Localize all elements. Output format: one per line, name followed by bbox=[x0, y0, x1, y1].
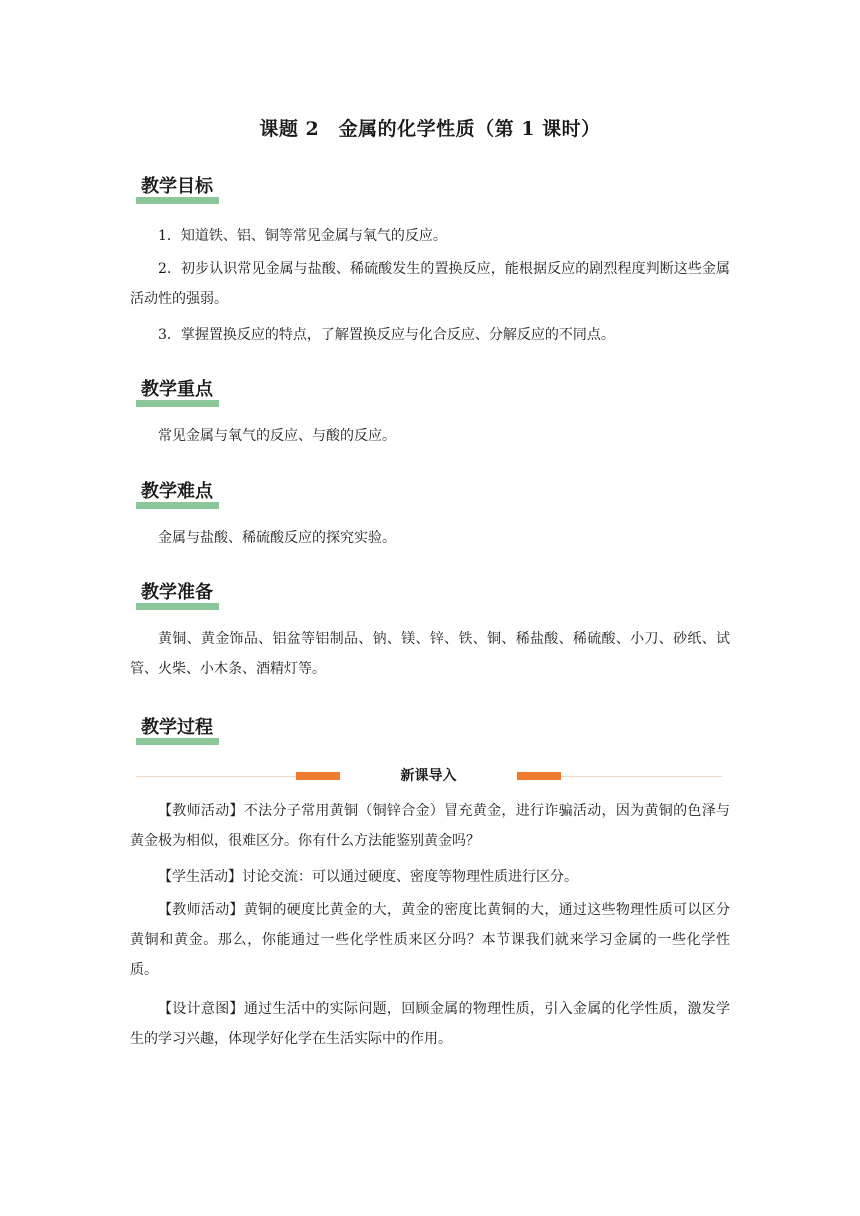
difficulties-text: 金属与盐酸、稀硫酸反应的探究实验。 bbox=[158, 530, 396, 546]
heading-underline-bar bbox=[136, 197, 219, 204]
divider-block-right bbox=[517, 772, 561, 780]
paragraph-tag: 【设计意图】 bbox=[158, 1001, 244, 1017]
process-paragraph-3 bbox=[130, 895, 730, 985]
divider-line-right bbox=[561, 776, 722, 777]
preparation-text: 黄铜、黄金饰品、铝盆等铝制品、钠、镁、锌、铁、铜、稀盐酸、稀硫酸、小刀、砂纸、试管、火柴、小木条、酒精灯等。 bbox=[130, 631, 730, 677]
section-heading-label: 教学目标 bbox=[141, 176, 213, 197]
heading-underline-bar bbox=[136, 603, 219, 610]
section-heading-key-points bbox=[136, 377, 219, 407]
process-paragraph-1 bbox=[130, 796, 730, 856]
page-title: 课题 2 金属的化学性质（第 1 课时） bbox=[259, 118, 601, 140]
paragraph-tag: 【学生活动】 bbox=[158, 869, 242, 885]
section-heading-difficulties bbox=[136, 479, 219, 509]
divider-block-left bbox=[296, 772, 340, 780]
section-heading-label: 教学准备 bbox=[141, 582, 213, 603]
divider-line-left bbox=[136, 776, 296, 777]
section-heading-label: 教学重点 bbox=[141, 379, 213, 400]
goal-item-1: 1．知道铁、铝、铜等常见金属与氧气的反应。 bbox=[158, 228, 447, 244]
section-heading-label: 教学过程 bbox=[141, 717, 213, 738]
heading-underline-bar bbox=[136, 502, 219, 509]
section-heading-preparation bbox=[136, 580, 219, 610]
goal-item-2: 2．初步认识常见金属与盐酸、稀硫酸发生的置换反应，能根据反应的剧烈程度判断这些金属活动性的强弱。 bbox=[130, 261, 730, 307]
section-heading-label: 教学难点 bbox=[141, 481, 213, 502]
paragraph-text: 黄铜的硬度比黄金的大，黄金的密度比黄铜的大，通过这些物理性质可以区分黄铜和黄金。那么，你能通过一些化学性质来区分吗？本节课我们就来学习金属的一些化学性质。 bbox=[130, 902, 731, 978]
subsection-divider bbox=[136, 764, 722, 788]
heading-underline-bar bbox=[136, 738, 219, 745]
section-heading-process bbox=[136, 715, 219, 745]
paragraph-tag: 【教师活动】 bbox=[158, 803, 244, 819]
paragraph-text: 不法分子常用黄铜（铜锌合金）冒充黄金，进行诈骗活动，因为黄铜的色泽与黄金极为相似，很难区分。你有什么方法能鉴别黄金吗？ bbox=[130, 803, 731, 849]
paragraph-text: 通过生活中的实际问题，回顾金属的物理性质，引入金属的化学性质，激发学生的学习兴趣，体现学好化学在生活实际中的作用。 bbox=[130, 1001, 731, 1047]
divider-label: 新课导入 bbox=[400, 768, 457, 784]
process-paragraph-4 bbox=[130, 994, 730, 1054]
process-paragraph-2 bbox=[130, 862, 730, 892]
section-heading-goals bbox=[136, 174, 219, 204]
paragraph-text: 讨论交流：可以通过硬度、密度等物理性质进行区分。 bbox=[242, 869, 578, 885]
heading-underline-bar bbox=[136, 400, 219, 407]
key-points-text: 常见金属与氧气的反应、与酸的反应。 bbox=[158, 428, 396, 444]
goal-item-3: 3．掌握置换反应的特点，了解置换反应与化合反应、分解反应的不同点。 bbox=[158, 327, 615, 343]
paragraph-tag: 【教师活动】 bbox=[158, 902, 244, 918]
